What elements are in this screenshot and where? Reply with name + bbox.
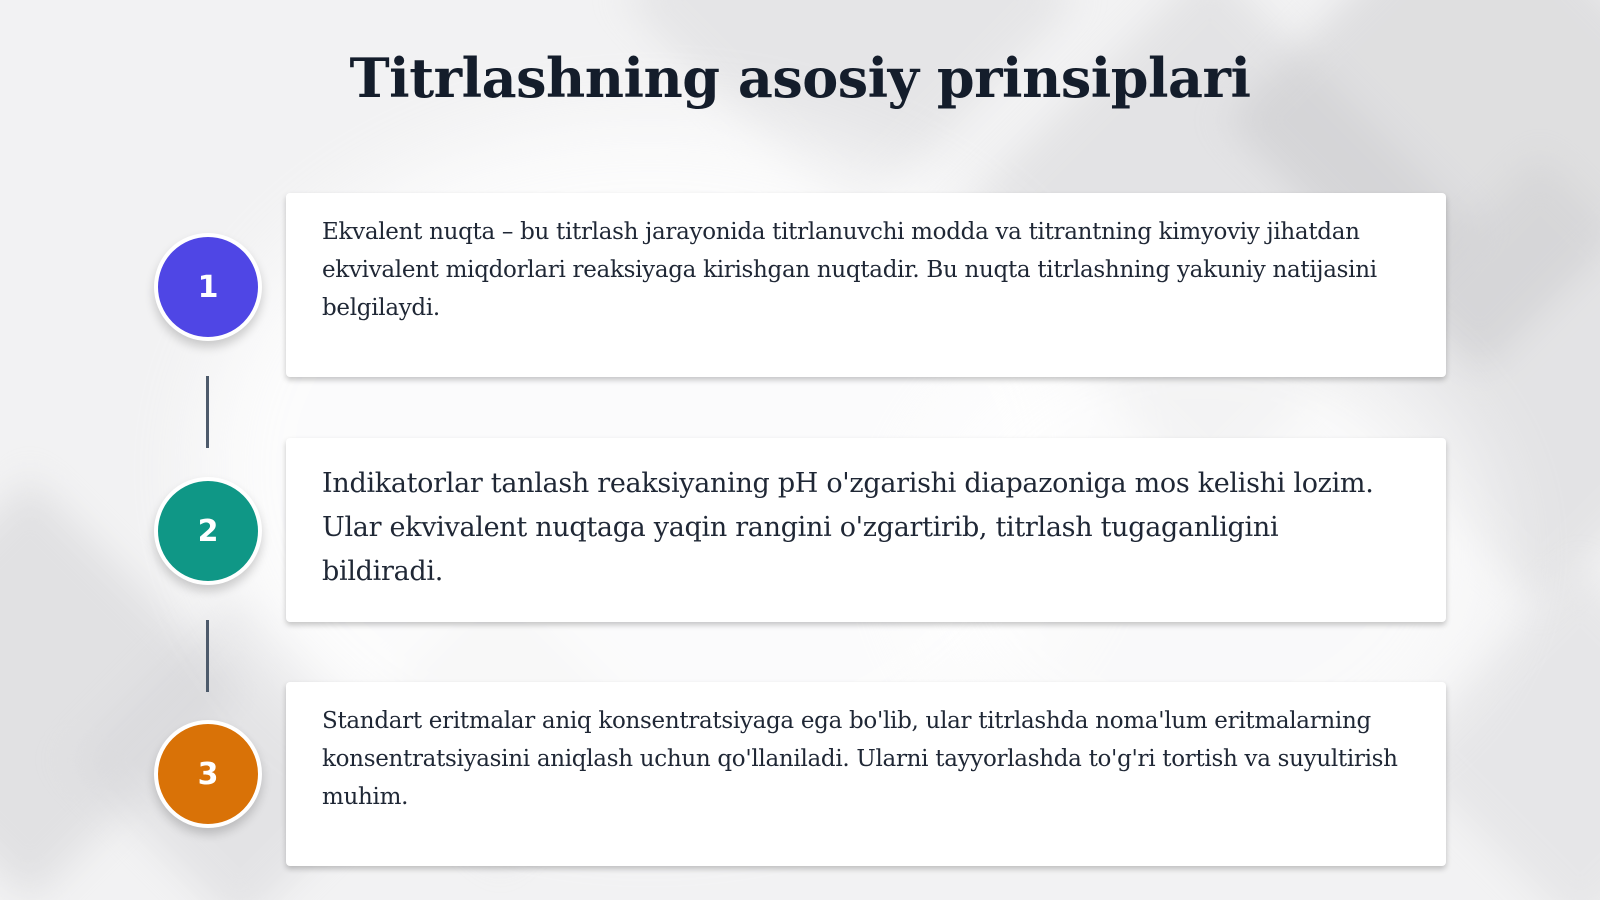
step-number-badge-1: 1 bbox=[154, 233, 262, 341]
timeline-connector-2 bbox=[206, 620, 209, 692]
step-card-2 bbox=[286, 438, 1446, 622]
step-description-2: Indikatorlar tanlash reaksiyaning pH o'zgarishi diapazoniga mos kelishi lozim. Ular ekvivalent nuqtaga yaqin rangini o'zgartirib, titrlash tugaganligini bildiradi. bbox=[322, 468, 1374, 587]
step-number-badge-2: 2 bbox=[154, 477, 262, 585]
step-number-badge-3: 3 bbox=[154, 720, 262, 828]
timeline-connector-1 bbox=[206, 376, 209, 448]
step-description-1: Ekvalent nuqta – bu titrlash jarayonida titrlanuvchi modda va titrantning kimyoviy jihatdan ekvivalent miqdorlari reaksiyaga kirishgan nuqtadir. Bu nuqta titrlashning yakuniy natijasini belgilaydi. bbox=[322, 219, 1377, 321]
step-description-3: Standart eritmalar aniq konsentratsiyaga ega bo'lib, ular titrlashda noma'lum eritmalarning konsentratsiyasini aniqlash uchun qo'llaniladi. Ularni tayyorlashda to'g'ri tortish va suyultirish muhim. bbox=[322, 708, 1398, 810]
step-card-3 bbox=[286, 682, 1446, 866]
step-card-1 bbox=[286, 193, 1446, 377]
slide-title: Titrlashning asosiy prinsiplari bbox=[349, 46, 1251, 110]
